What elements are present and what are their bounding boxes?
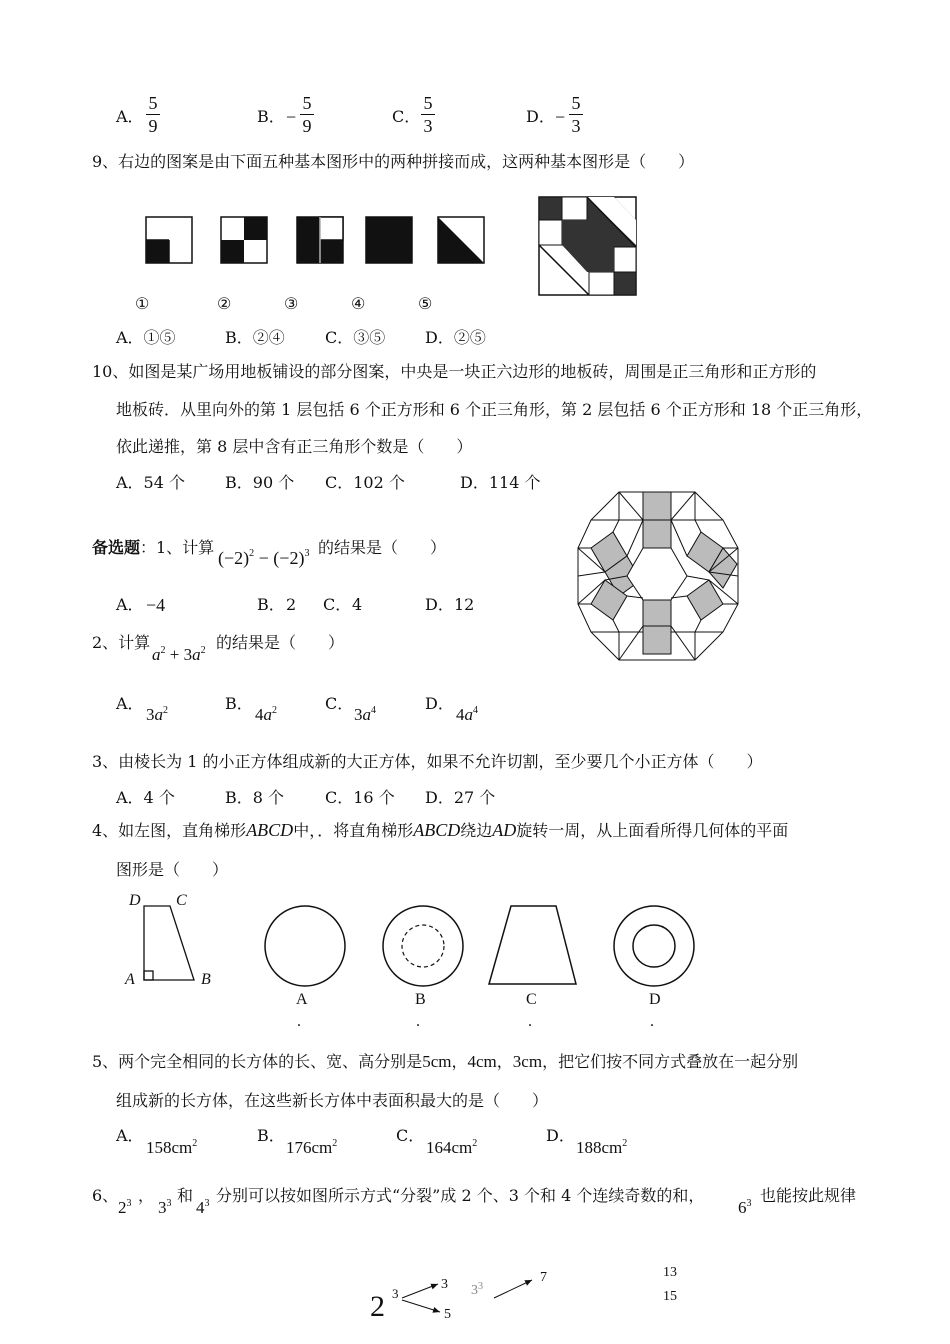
extra-q2-option-b-value: $4a^2$ bbox=[255, 705, 277, 724]
q9-option-d: D．②⑤ bbox=[425, 328, 486, 347]
extra-q2-expression: $a^2 + 3a^2$ bbox=[152, 645, 206, 664]
extra-q2-prefix: 2、计算 bbox=[92, 633, 151, 652]
split-big-exp: 3 bbox=[392, 1286, 399, 1301]
split-n1: 3 bbox=[441, 1277, 448, 1292]
q10-stem-line3: 依此递推，第 8 层中含有正三角形个数是（ ） bbox=[116, 437, 473, 456]
denominator: 9 bbox=[302, 116, 312, 136]
extra-q1-option-c-label: C． bbox=[323, 595, 352, 614]
q10-option-d: D．114 个 bbox=[460, 473, 541, 492]
expr-part: − (−2) bbox=[254, 548, 305, 568]
split-mid: $3^3$ bbox=[471, 1281, 483, 1298]
extra-q2-suffix: 的结果是（ ） bbox=[216, 633, 345, 652]
extra-q5-option-d-label: D． bbox=[546, 1126, 575, 1145]
split-r1: 13 bbox=[663, 1265, 677, 1280]
denominator: 3 bbox=[423, 116, 433, 136]
vertex-a: A bbox=[125, 971, 135, 988]
extra-q2-option-a-value: $3a^2$ bbox=[146, 705, 168, 724]
extra-q4-stem-line2: 图形是（ ） bbox=[116, 860, 229, 879]
q9-option-b: B．②④ bbox=[225, 328, 285, 347]
extra-q6-middle: 分别可以按如图所示方式“分裂”成 2 个、3 个和 4 个连续奇数的和， bbox=[216, 1186, 705, 1205]
extra-q3-option-b: B．8 个 bbox=[225, 788, 285, 807]
shape-label-1: ① bbox=[135, 294, 150, 313]
extra-q1-option-d-label: D． bbox=[425, 595, 454, 614]
extra-q3-option-a: A．4 个 bbox=[116, 788, 175, 807]
q10-option-c: C．102 个 bbox=[325, 473, 405, 492]
q10-stem-line2: 地板砖．从里向外的第 1 层包括 6 个正方形和 6 个正三角形，第 2 层包括 6 个正方形和 18 个正三角形， bbox=[116, 400, 873, 419]
extra-q5-option-a-label: A． bbox=[116, 1126, 144, 1145]
expr-part: (−2) bbox=[218, 548, 250, 568]
extra-q5-option-c-label: C． bbox=[396, 1126, 425, 1145]
extra-q1-option-a-value: −4 bbox=[146, 595, 166, 615]
shape-label-5: ⑤ bbox=[418, 294, 433, 313]
extra-q6-power-4: $4^3$ bbox=[196, 1198, 210, 1217]
vertex-d: D bbox=[129, 892, 141, 909]
extra-q6-power-3: $3^3$ bbox=[158, 1198, 172, 1217]
extra-q5-option-b-label: B． bbox=[257, 1126, 285, 1145]
q8-option-d: D． bbox=[526, 107, 555, 126]
shape-label-2: ② bbox=[217, 294, 232, 313]
choice-label-c: C bbox=[526, 991, 537, 1008]
extra-q5-option-c-value: $164cm^2$ bbox=[426, 1138, 478, 1157]
choice-label-a: A bbox=[296, 991, 308, 1008]
extra-q6-comma: ， bbox=[138, 1186, 155, 1205]
q9-option-c: C．③⑤ bbox=[325, 328, 386, 347]
numerator: 5 bbox=[571, 93, 581, 113]
extra-q1-expression: $(-2)^2 - (-2)^3$ bbox=[218, 548, 310, 568]
vertex-c: C bbox=[176, 892, 187, 909]
extra-q1-option-b-value: 2 bbox=[286, 595, 297, 614]
q8-sign-d: − bbox=[555, 107, 566, 127]
extra-q2-option-c-label: C． bbox=[325, 694, 354, 713]
split-big-base: 2 bbox=[370, 1290, 385, 1323]
extra-q2-option-a-label: A． bbox=[116, 694, 144, 713]
numerator: 5 bbox=[302, 93, 312, 113]
choice-dot-c: . bbox=[528, 1013, 532, 1030]
choice-dot-a: . bbox=[297, 1013, 301, 1030]
q8-option-a: A． bbox=[116, 107, 144, 126]
choice-label-b: B bbox=[415, 991, 426, 1008]
q8-sign-b: − bbox=[286, 107, 297, 127]
q10-option-b: B．90 个 bbox=[225, 473, 295, 492]
choice-dot-d: . bbox=[650, 1013, 654, 1030]
shape-label-3: ③ bbox=[284, 294, 299, 313]
denominator: 9 bbox=[148, 116, 158, 136]
extra-q5-option-a-value: $158cm^2$ bbox=[146, 1138, 198, 1157]
extra-q1-option-b-label: B． bbox=[257, 595, 285, 614]
q9-stem: 9、右边的图案是由下面五种基本图形中的两种拼接而成，这两种基本图形是（ ） bbox=[92, 152, 695, 171]
extra-q1-prefix: ：1、计算 bbox=[140, 538, 215, 557]
extra-q3-stem: 3、由棱长为 1 的小正方体组成新的大正方体，如果不允许切割，至少要几个小正方体（ ） bbox=[92, 752, 763, 771]
split-n2: 5 bbox=[444, 1307, 451, 1322]
extra-q6-power-2: $2^3$ bbox=[118, 1198, 132, 1217]
extra-q1-option-c-value: 4 bbox=[352, 595, 363, 614]
extra-q4-stem-line1: 4、如左图，直角梯形ABCD中，．将直角梯形ABCD绕边AD旋转一周，从上面看所得几何体的平面 bbox=[92, 820, 789, 840]
numerator: 5 bbox=[423, 93, 433, 113]
choice-dot-b: . bbox=[416, 1013, 420, 1030]
q8-option-c: C． bbox=[392, 107, 421, 126]
extra-q6-power-6: $6^3$ bbox=[738, 1198, 752, 1217]
extra-heading: 备选题 bbox=[92, 538, 141, 557]
extra-q6-suffix: 也能按此规律 bbox=[760, 1186, 857, 1205]
split-r2: 15 bbox=[663, 1289, 677, 1304]
vertex-b: B bbox=[201, 971, 211, 988]
extra-q3-option-c: C．16 个 bbox=[325, 788, 395, 807]
choice-label-d: D bbox=[649, 991, 661, 1008]
extra-q5-stem-line1: 5、两个完全相同的长方体的长、宽、高分别是5cm，4cm，3cm，把它们按不同方式叠放在一起分别 bbox=[92, 1052, 799, 1071]
extra-q1-suffix: 的结果是（ ） bbox=[318, 538, 447, 557]
extra-q6-and: 和 bbox=[177, 1186, 194, 1205]
extra-q5-stem-line2: 组成新的长方体，在这些新长方体中表面积最大的是（ ） bbox=[116, 1091, 549, 1110]
extra-q3-option-d: D．27 个 bbox=[425, 788, 496, 807]
shape-label-4: ④ bbox=[351, 294, 366, 313]
extra-q5-option-b-value: $176cm^2$ bbox=[286, 1138, 338, 1157]
extra-q2-option-b-label: B． bbox=[225, 694, 253, 713]
q9-option-a: A．①⑤ bbox=[116, 328, 176, 347]
extra-q2-option-c-value: $3a^4$ bbox=[354, 705, 376, 724]
extra-q2-option-d-label: D． bbox=[425, 694, 454, 713]
denominator: 3 bbox=[571, 116, 581, 136]
numerator: 5 bbox=[148, 93, 158, 113]
extra-q5-option-d-value: $188cm^2$ bbox=[576, 1138, 628, 1157]
split-n3: 7 bbox=[540, 1270, 547, 1285]
q8-option-b: B． bbox=[257, 107, 285, 126]
extra-q6-prefix: 6、 bbox=[92, 1186, 119, 1205]
extra-q1-option-a-label: A． bbox=[116, 595, 144, 614]
q10-option-a: A．54 个 bbox=[116, 473, 186, 492]
extra-q2-option-d-value: $4a^4$ bbox=[456, 705, 478, 724]
q10-stem-line1: 10、如图是某广场用地板铺设的部分图案，中央是一块正六边形的地板砖，周围是正三角形和正方形的 bbox=[92, 362, 817, 381]
extra-q1-option-d-value: 12 bbox=[454, 595, 475, 614]
